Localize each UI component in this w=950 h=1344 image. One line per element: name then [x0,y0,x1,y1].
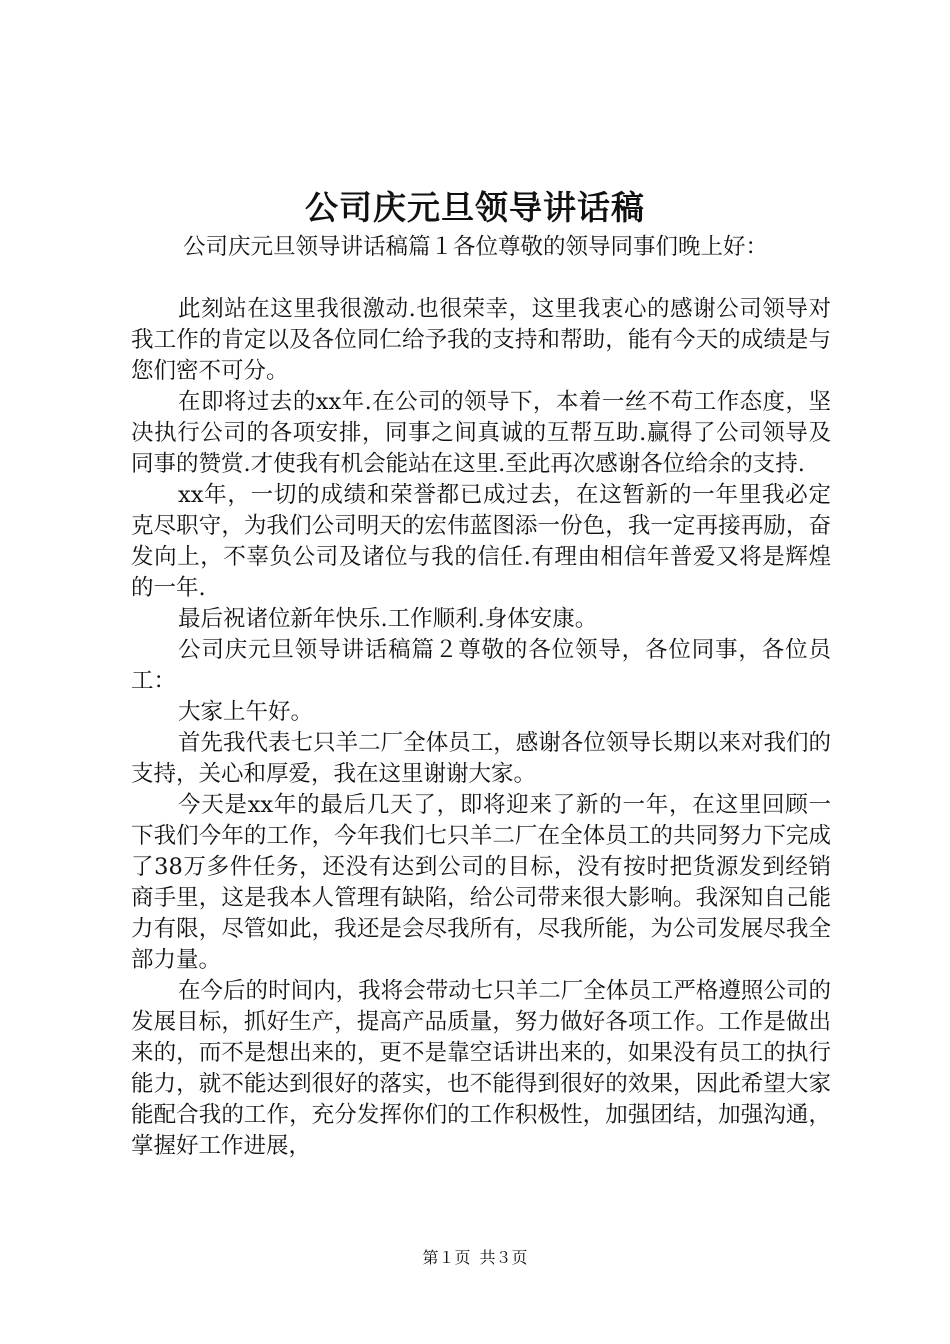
page-total: 共３页 [479,1248,528,1267]
paragraph: 在今后的时间内，我将会带动七只羊二厂全体员工严格遵照公司的发展目标，抓好生产，提高产品质量，努力做好各项工作。工作是做出来的，而不是想出来的，更不是靠空话讲出来的，如果没有员工的执行能力，就不能达到很好的落实，也不能得到很好的效果，因此希望大家能配合我的工作，充分发挥你们的工作积极性，加强团结，加强沟通，掌握好工作进展， [131,978,831,1159]
page-footer [0,1245,950,1268]
paragraph: 此刻站在这里我很激动.也很荣幸，这里我衷心的感谢公司领导对我工作的肯定以及各位同仁给予我的支持和帮助，能有今天的成绩是与您们密不可分。 [131,296,831,384]
paragraph: 今天是xx年的最后几天了，即将迎来了新的一年，在这里回顾一下我们今年的工作，今年我们七只羊二厂在全体员工的共同努力下完成了38万多件任务，还没有达到公司的目标，没有按时把货源发到经销商手里，这是我本人管理有缺陷，给公司带来很大影响。我深知自己能力有限，尽管如此，我还是会尽我所有，尽我所能，为公司发展尽我全部力量。 [131,792,831,973]
document-title: 公司庆元旦领导讲话稿 [305,188,645,227]
paragraph: 首先我代表七只羊二厂全体员工，感谢各位领导长期以来对我们的支持，关心和厚爱，我在这里谢谢大家。 [131,730,831,787]
document-body [131,232,831,1162]
page-number: 第１页 [422,1248,471,1267]
paragraph: 大家上午好。 [178,699,314,725]
paragraph: 公司庆元旦领导讲话稿篇２尊敬的各位领导，各位同事，各位员工： [131,637,831,694]
paragraph: 最后祝诸位新年快乐.工作顺利.身体安康。 [178,606,598,632]
paragraph: 在即将过去的xx年.在公司的领导下，本着一丝不苟工作态度，坚决执行公司的各项安排，同事之间真诚的互帮互助.赢得了公司领导及同事的赞赏.才使我有机会能站在这里.至此再次感谢各位给余的支持. [131,389,831,477]
paragraph: xx年，一切的成绩和荣誉都已成过去，在这暂新的一年里我必定克尽职守，为我们公司明天的宏伟蓝图添一份色，我一定再接再励，奋发向上，不辜负公司及诸位与我的信任.有理由相信年普爱又将是辉煌的一年. [131,482,831,601]
paragraph-intro: 公司庆元旦领导讲话稿篇１各位尊敬的领导同事们晚上好： [183,234,769,260]
